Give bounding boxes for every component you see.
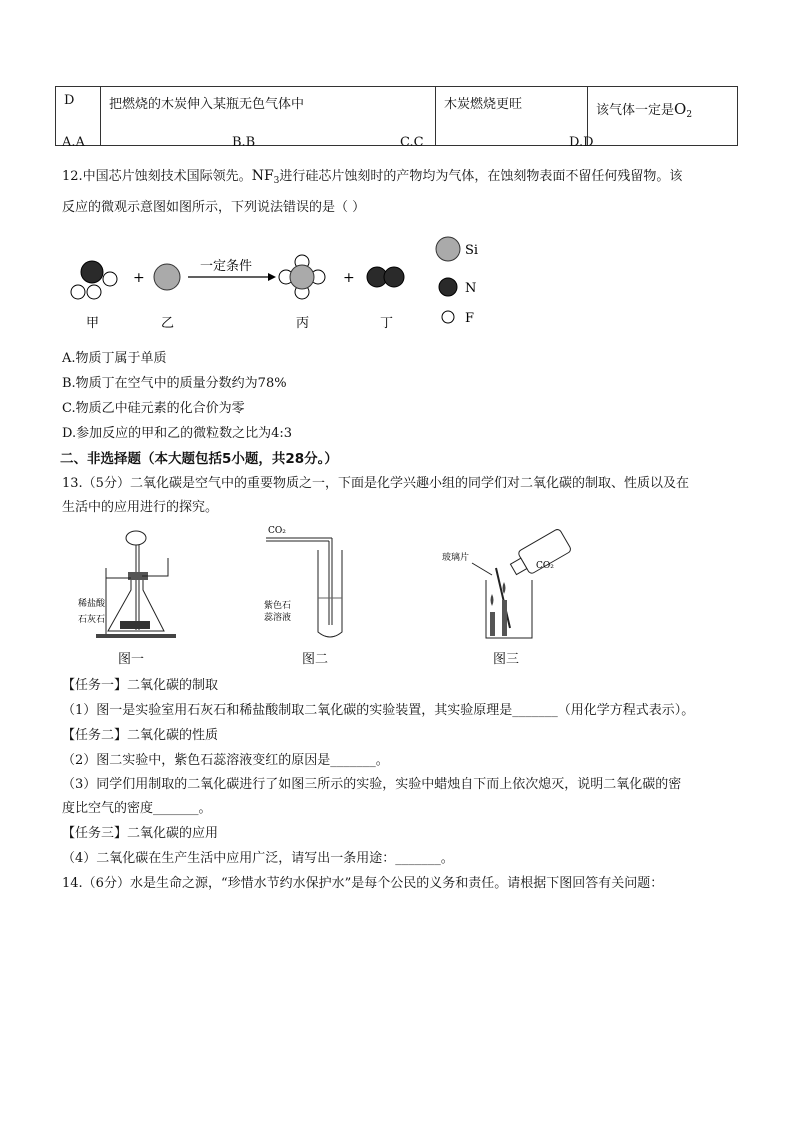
q13-part3-line1: （3）同学们用制取的二氧化碳进行了如图三所示的实验，实验中蜡烛自下而上依次熄灭，说明二氧化碳的密: [62, 777, 682, 792]
q13-line1: 13.（5分）二氧化碳是空气中的重要物质之一，下面是化学兴趣小组的同学们对二氧化碳的制取、性质以及在: [62, 476, 689, 491]
reaction-diagram: [60, 232, 500, 332]
choice-d: D.D: [569, 135, 594, 150]
fig3-gas-label: CO₂: [536, 561, 554, 571]
q12-formula: NF: [251, 168, 274, 184]
fig1-stone-label: 石灰石: [78, 615, 106, 625]
conclusion-cell: [588, 87, 738, 146]
molecule-yi: [154, 264, 180, 290]
limestone: [120, 621, 150, 629]
q12-line1: [62, 167, 682, 190]
label-ding: 丁: [380, 316, 394, 331]
co2-bottle: [507, 528, 572, 581]
figure-2-diagram: [262, 520, 362, 645]
molecule-jia: [71, 261, 117, 299]
phenomenon-cell: 木炭燃烧更旺: [436, 87, 588, 146]
fig1-acid-label: 稀盐酸: [78, 599, 106, 609]
table-row: [56, 87, 738, 146]
options-table: [55, 86, 738, 146]
choice-b: B.B: [232, 135, 256, 150]
label-jia: 甲: [86, 316, 100, 331]
q13-part1: （1）图一是实验室用石灰石和稀盐酸制取二氧化碳的实验装置，其实验原理是_______（用化学方程式表示）。: [62, 703, 695, 718]
legend-si-icon: [436, 237, 460, 261]
task3: 【任务三】二氧化碳的应用: [62, 826, 219, 841]
legend-n-icon: [439, 278, 457, 296]
conclusion-sub: 2: [686, 110, 693, 120]
fig2-solution-label-1: 紫色石: [264, 601, 292, 611]
condition-label: 一定条件: [200, 259, 253, 274]
operation-cell: 把燃烧的木炭伸入某瓶无色气体中: [101, 87, 436, 146]
candle-high: [502, 600, 507, 636]
plus-sign-2: +: [343, 270, 355, 286]
candle-low: [490, 612, 495, 636]
q13-line2: 生活中的应用进行的探究。: [62, 500, 219, 515]
q12-option-b: B.物质丁在空气中的质量分数约为78%: [62, 376, 287, 391]
legend-n: N: [465, 281, 477, 296]
q12-option-d: D.参加反应的甲和乙的微粒数之比为4:3: [62, 426, 293, 441]
figure-1-diagram: [76, 528, 206, 643]
fig2-caption: 图二: [302, 652, 329, 667]
plus-sign-1: +: [133, 270, 145, 286]
task2: 【任务二】二氧化碳的性质: [62, 728, 219, 743]
conclusion-formula: O: [674, 100, 687, 118]
q12-option-c: C.物质乙中硅元素的化合价为零: [62, 401, 245, 416]
label-yi: 乙: [161, 316, 175, 331]
conclusion-prefix: 该气体一定是: [596, 103, 675, 118]
fig3-glass-label: 玻璃片: [442, 553, 470, 563]
fig3-caption: 图三: [493, 652, 520, 667]
option-cell: D: [56, 87, 101, 146]
legend-f: F: [465, 311, 475, 326]
legend-f-icon: [442, 311, 454, 323]
q14-line1: 14.（6分）水是生命之源，“珍惜水节约水保护水”是每个公民的义务和责任。请根据下图回答有关问题：: [62, 876, 664, 891]
label-bing: 丙: [296, 316, 310, 331]
molecule-ding: [367, 267, 404, 287]
q12-suffix: 进行硅芯片蚀刻时的产物均为气体，在蚀刻物表面不留任何残留物。该: [279, 169, 683, 184]
molecule-bing: [279, 255, 325, 299]
choice-a: A.A: [62, 135, 85, 150]
figure-3-diagram: [440, 520, 580, 645]
q12-formula-sub: 3: [273, 176, 280, 186]
choice-c: C.C: [400, 135, 424, 150]
q12-line2: 反应的微观示意图如图所示，下列说法错误的是（ ）: [62, 200, 366, 215]
q13-part4: （4）二氧化碳在生产生活中应用广泛，请写出一条用途：_______。: [62, 851, 454, 866]
q13-part3-line2: 度比空气的密度_______。: [62, 801, 212, 816]
section2-title: 二、非选择题（本大题包括5小题，共28分。）: [60, 451, 338, 467]
test-tube: [318, 550, 342, 637]
fig2-gas-label: CO₂: [268, 526, 286, 536]
task1: 【任务一】二氧化碳的制取: [62, 678, 219, 693]
q12-option-a: A.物质丁属于单质: [62, 351, 167, 366]
fig1-caption: 图一: [118, 652, 145, 667]
q12-prefix: 12.中国芯片蚀刻技术国际领先。: [62, 169, 252, 184]
legend-si: Si: [465, 243, 479, 258]
fig2-solution-label-2: 蕊溶液: [264, 613, 292, 623]
q13-part2: （2）图二实验中，紫色石蕊溶液变红的原因是_______。: [62, 753, 389, 768]
